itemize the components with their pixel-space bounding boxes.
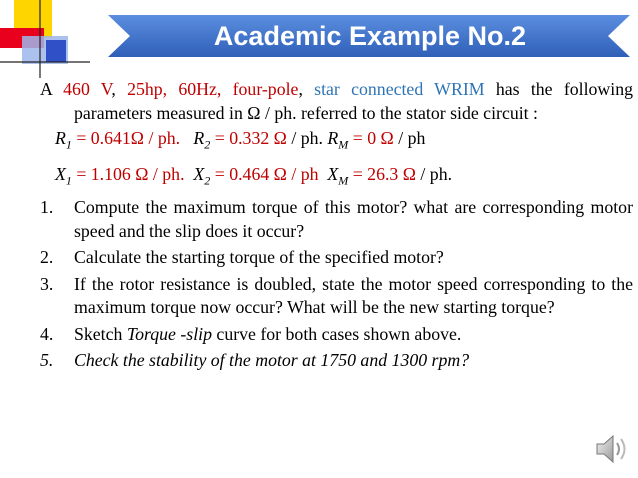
question-2: 2. Calculate the starting torque of the specified motor?	[40, 247, 444, 268]
speaker-icon[interactable]	[594, 432, 628, 471]
intro-paragraph: A 460 V, 25hp, 60Hz, four-pole, star connected WRIM has the following parameters measured in Ω / ph. referred to the stator side circuit :	[40, 79, 633, 123]
r2-value: = 0.332 Ω	[210, 128, 287, 148]
connection-type: star connected WRIM	[314, 79, 485, 99]
ratings-value: 25hp, 60Hz, four-pole	[127, 79, 299, 99]
page-title: Academic Example No.2	[213, 21, 527, 51]
x1-value: = 1.106 Ω / ph.	[71, 164, 185, 185]
question-1: 1. Compute the maximum torque of this motor? what are corresponding motor speed and the slip does it occur?	[40, 197, 633, 241]
colored-squares-logo	[0, 0, 90, 80]
xm-value: = 26.3 Ω	[348, 164, 416, 185]
voltage-value: 460 V	[63, 79, 112, 99]
r1-value: = 0.641Ω / ph.	[71, 128, 181, 148]
question-4: 4. Sketch Torque -slip curve for both cases shown above.	[40, 323, 462, 344]
question-5: 5. Check the stability of the motor at 1750 and 1300 rpm?	[40, 350, 470, 371]
params-line-reactance: $X_1 = 1.106$ Ω / ph. $X_2 = 0.464$ Ω / ph $X_M = 26.3$ Ω / ph.	[55, 164, 453, 188]
question-3: 3. If the rotor resistance is doubled, state the motor speed corresponding to the maximum torque now occur? What will be the new starting torque?	[40, 273, 633, 318]
params-line-resistance: $R_1 = 0.641\Omega$ / ph. $R_2 = 0.332$ Ω / ph. $R_M = 0$ Ω / ph	[55, 128, 426, 152]
x2-value: = 0.464 Ω / ph	[210, 164, 319, 185]
rm-value: = 0 Ω	[348, 128, 394, 148]
slide-content	[40, 78, 633, 373]
